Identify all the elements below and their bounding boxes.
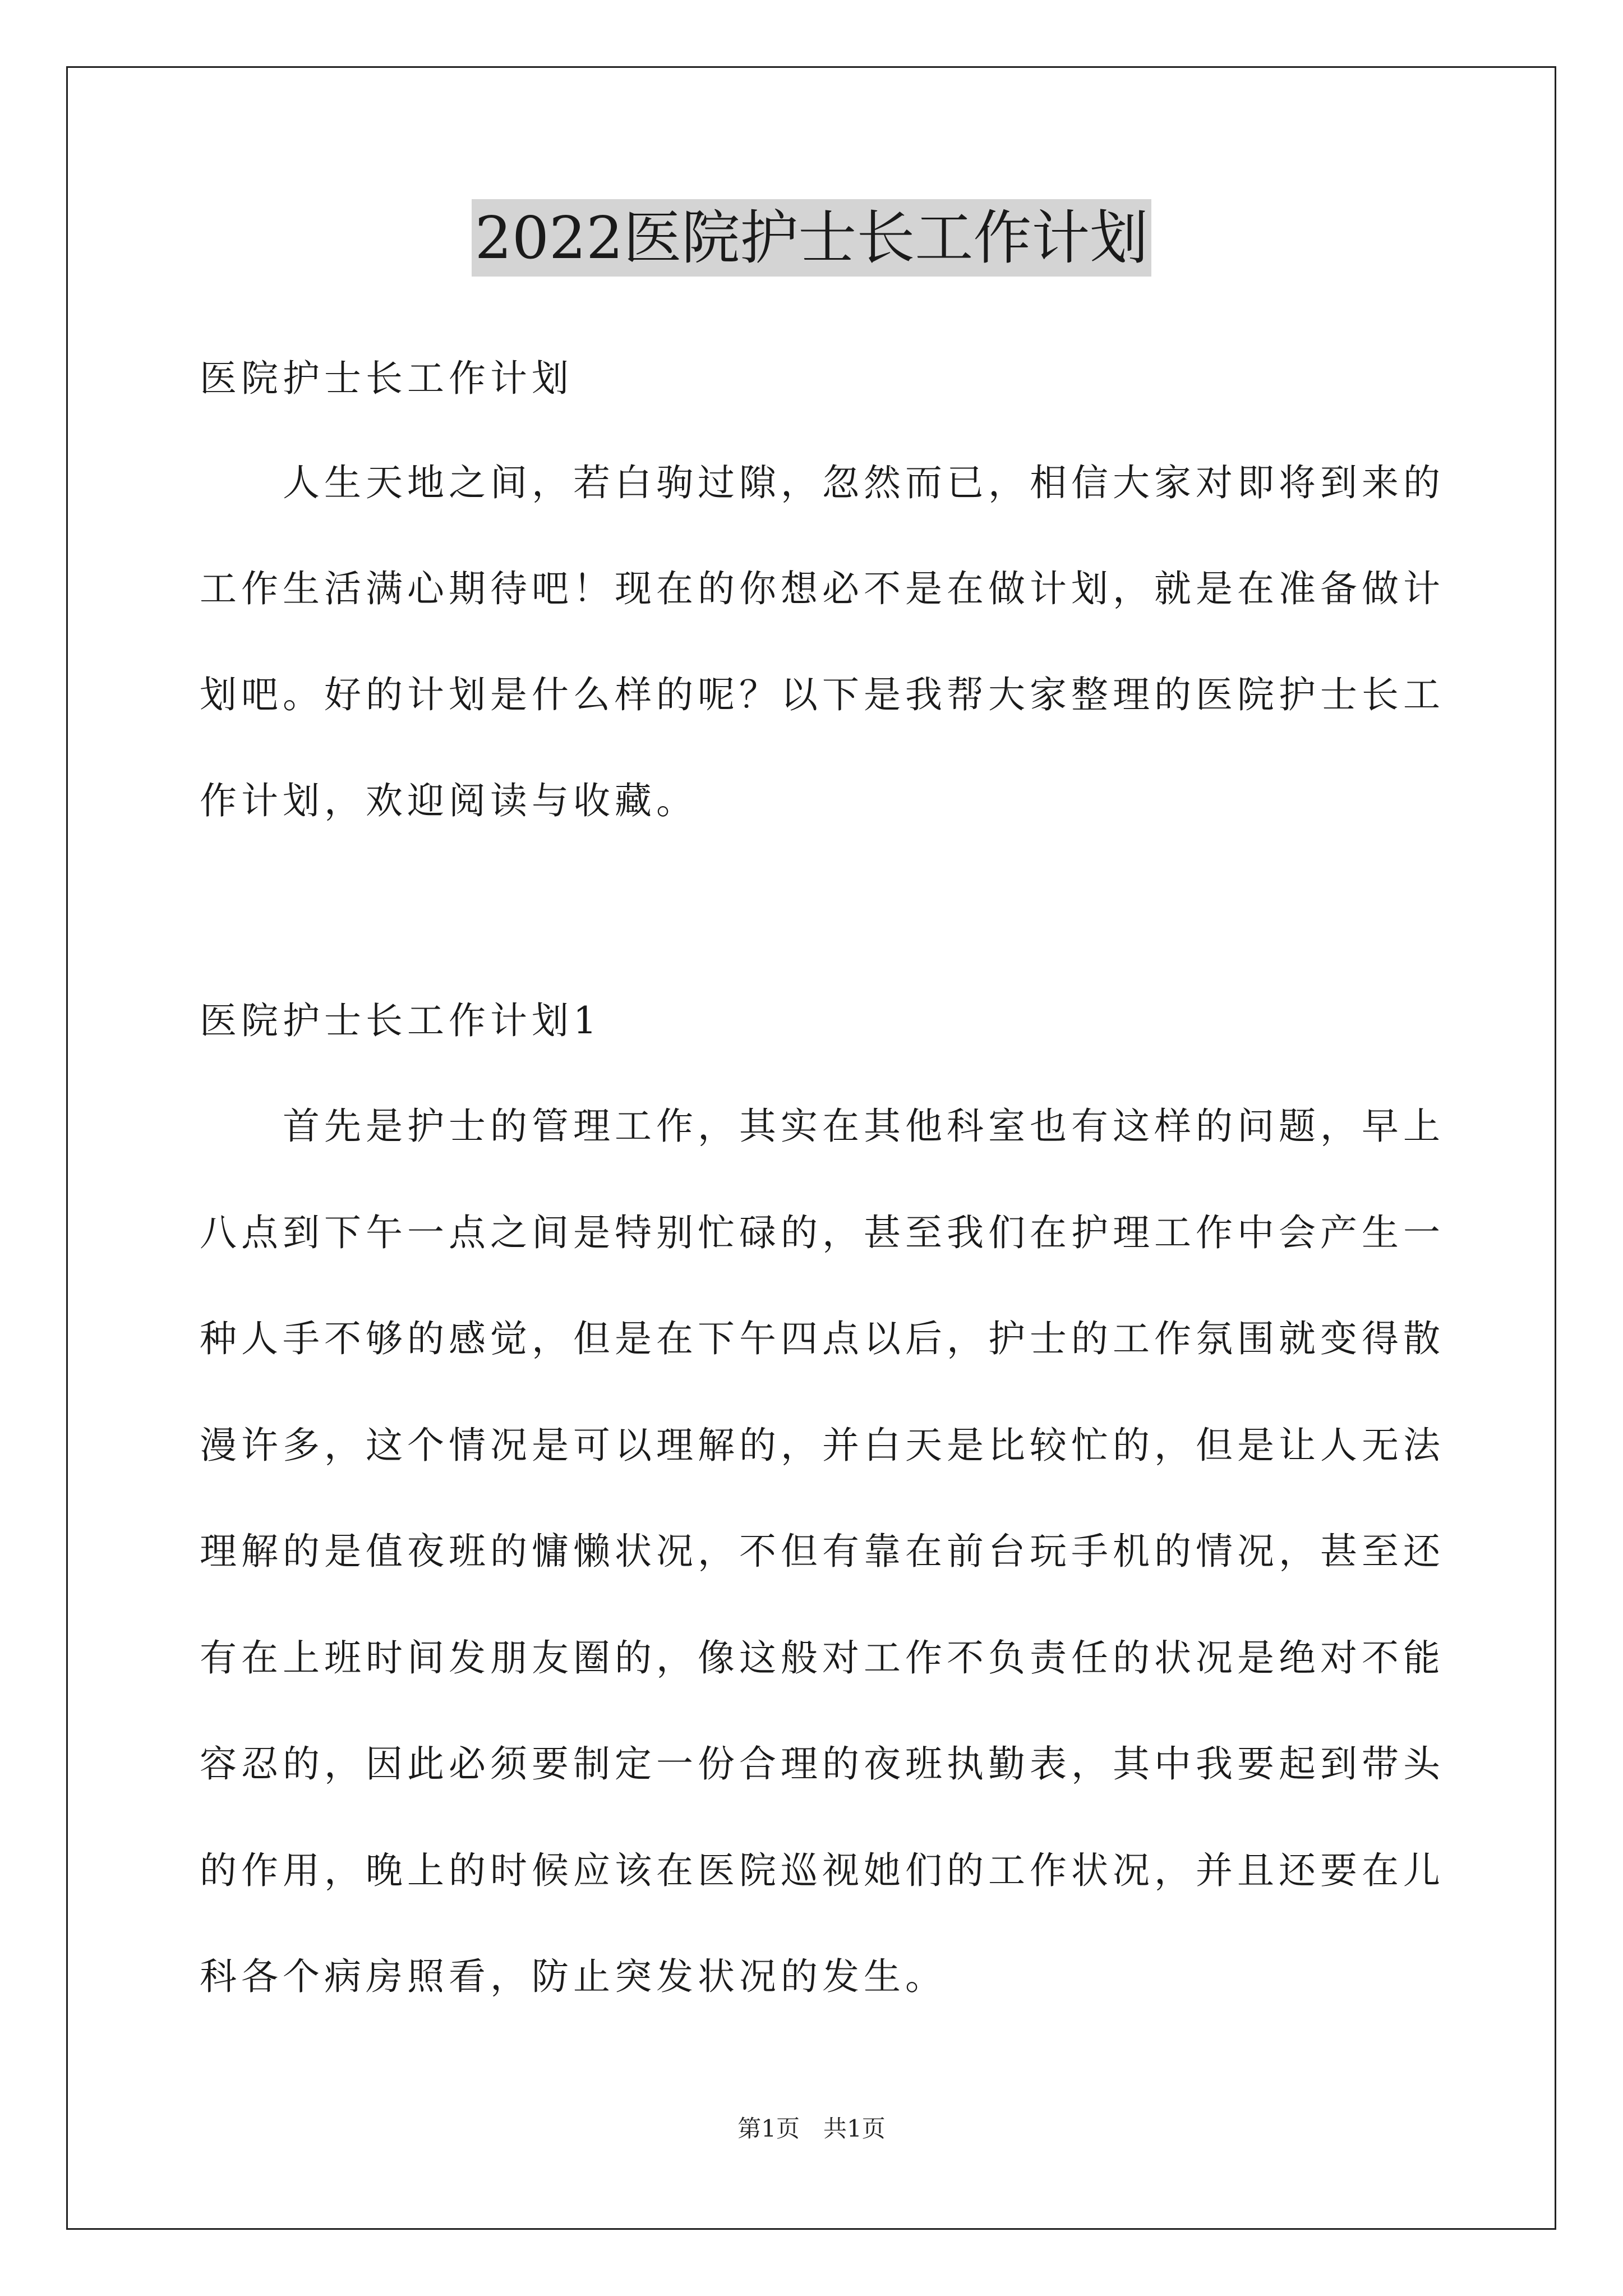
section-heading-1: 医院护士长工作计划1 <box>200 999 601 1042</box>
paragraph-line: 人生天地之间，若白驹过隙，忽然而已，相信大家对即将到来的 <box>283 461 1445 504</box>
paragraph-line: 八点到下午一点之间是特别忙碌的，甚至我们在护理工作中会产生一 <box>200 1211 1445 1254</box>
paragraph-line: 种人手不够的感觉，但是在下午四点以后，护士的工作氛围就变得散 <box>200 1317 1445 1360</box>
paragraph-line: 首先是护士的管理工作，其实在其他科室也有这样的问题，早上 <box>283 1105 1445 1148</box>
intro-paragraph <box>200 430 1445 854</box>
paragraph-line: 工作生活满心期待吧！现在的你想必不是在做计划，就是在准备做计 <box>200 567 1445 610</box>
document-title: 2022医院护士长工作计划 <box>472 199 1152 277</box>
paragraph-line: 容忍的，因此必须要制定一份合理的夜班执勤表，其中我要起到带头 <box>200 1742 1445 1786</box>
title-container <box>0 199 1623 277</box>
section-1-paragraph <box>200 1073 1445 2030</box>
paragraph-line: 科各个病房照看，防止突发状况的发生。 <box>200 1955 947 1998</box>
paragraph-line: 漫许多，这个情况是可以理解的，并白天是比较忙的，但是让人无法 <box>200 1423 1445 1467</box>
paragraph-line: 的作用，晚上的时候应该在医院巡视她们的工作状况，并且还要在儿 <box>200 1848 1445 1892</box>
paragraph-line: 理解的是值夜班的慵懒状况，不但有靠在前台玩手机的情况，甚至还 <box>200 1530 1445 1573</box>
paragraph-line: 有在上班时间发朋友圈的，像这般对工作不负责任的状况是绝对不能 <box>200 1636 1445 1680</box>
paragraph-line: 作计划，欢迎阅读与收藏。 <box>200 779 698 822</box>
section-heading-intro: 医院护士长工作计划 <box>200 357 573 400</box>
paragraph-line: 划吧。好的计划是什么样的呢？以下是我帮大家整理的医院护士长工 <box>200 673 1445 716</box>
page-footer: 第1页 共1页 <box>737 2115 886 2142</box>
